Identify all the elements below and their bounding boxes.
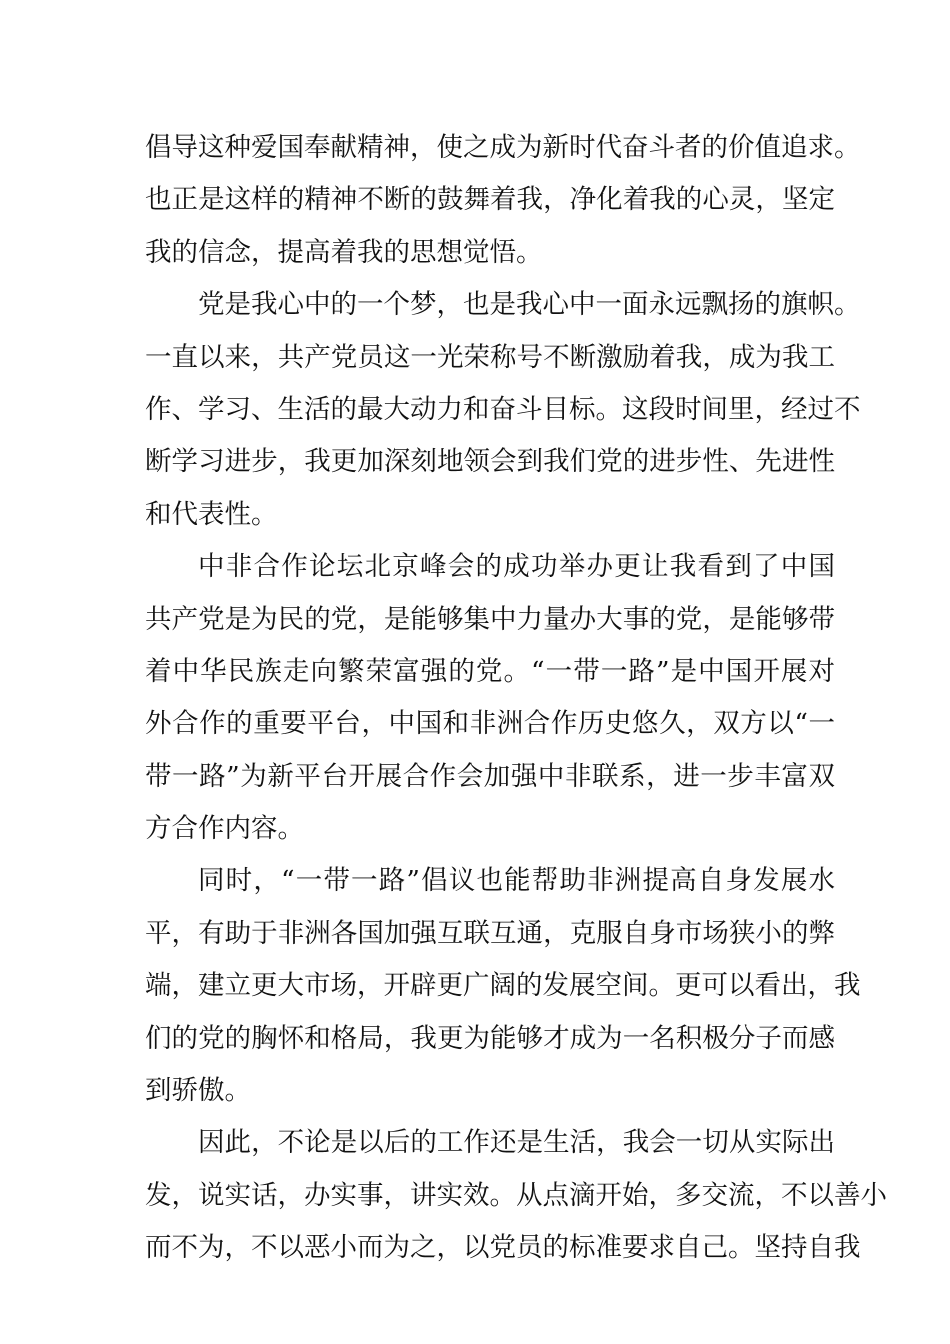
text-line: 作、学习、生活的最大动力和奋斗目标。这段时间里，经过不 (145, 393, 861, 425)
text-line: 我的信念，提高着我的思想觉悟。 (145, 236, 543, 268)
text-line: 外合作的重要平台，中国和非洲合作历史悠久，双方以“一 (145, 708, 835, 740)
paragraph-first-line: 同时，“一带一路”倡议也能帮助非洲提高自身发展水 (198, 865, 835, 897)
body-text (145, 122, 887, 1275)
text-line: 倡导这种爱国奉献精神，使之成为新时代奋斗者的价值追求。 (145, 132, 861, 163)
text-line: 发，说实话，办实事，讲实效。从点滴开始，多交流，不以善小 (145, 1179, 887, 1211)
text-line: 方合作内容。 (145, 813, 304, 845)
paragraph-first-line: 因此，不论是以后的工作还是生活，我会一切从实际出 (198, 1127, 835, 1159)
text-line: 而不为，不以恶小而为之，以党员的标准要求自己。坚持自我 (145, 1232, 861, 1264)
text-line: 也正是这样的精神不断的鼓舞着我，净化着我的心灵，坚定 (145, 184, 835, 216)
paragraph-first-line: 中非合作论坛北京峰会的成功举办更让我看到了中国 (198, 551, 835, 583)
text-line: 到骄傲。 (145, 1075, 251, 1107)
text-line: 端，建立更大市场，开辟更广阔的发展空间。更可以看出，我 (145, 970, 861, 1002)
text-line: 带一路”为新平台开展合作会加强中非联系，进一步丰富双 (145, 760, 835, 792)
text-line: 共产党是为民的党，是能够集中力量办大事的党，是能够带 (145, 603, 835, 635)
text-line: 着中华民族走向繁荣富强的党。“一带一路”是中国开展对 (145, 655, 835, 687)
text-line: 和代表性。 (145, 498, 278, 530)
paragraph-first-line: 党是我心中的一个梦，也是我心中一面永远飘扬的旗帜。 (198, 289, 861, 321)
text-line: 断学习进步，我更加深刻地领会到我们党的进步性、先进性 (145, 446, 835, 478)
text-line: 们的党的胸怀和格局，我更为能够才成为一名积极分子而感 (145, 1022, 835, 1054)
text-line: 平，有助于非洲各国加强互联互通，克服自身市场狭小的弊 (145, 917, 835, 949)
text-line: 一直以来，共产党员这一光荣称号不断激励着我，成为我工 (145, 341, 835, 373)
